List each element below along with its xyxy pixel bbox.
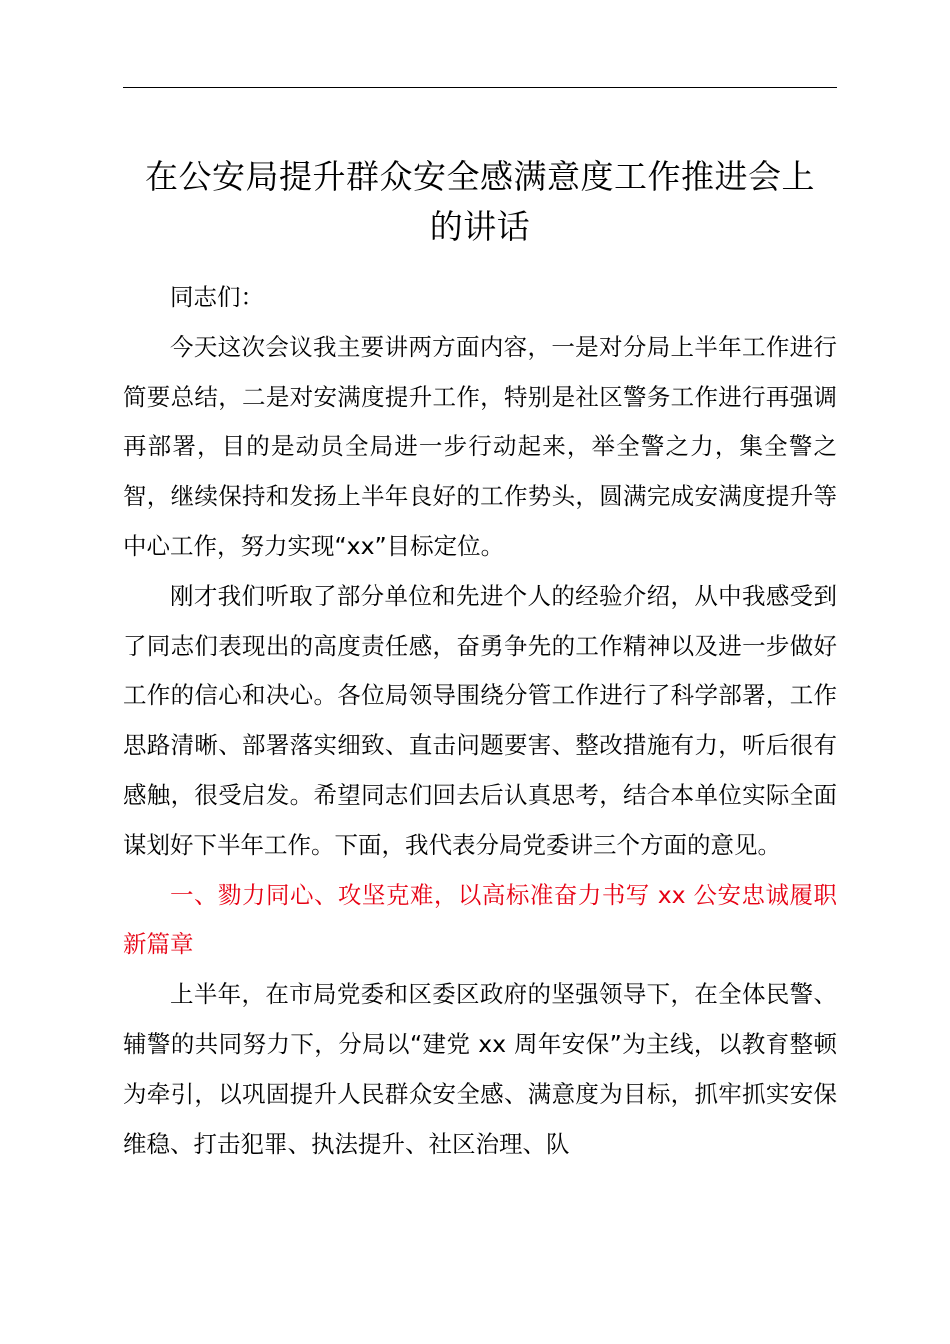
paragraph-intro: 今天这次会议我主要讲两方面内容，一是对分局上半年工作进行简要总结，二是对安满度提升工作，特别是社区警务工作进行再强调再部署，目的是动员全局进一步行动起来，举全警之力，集全警之智，继续保持和发扬上半年良好的工作势头，圆满完成安满度提升等中心工作，努力实现“xx”目标定位。 [123,332,837,560]
paragraph-review: 刚才我们听取了部分单位和先进个人的经验介绍，从中我感受到了同志们表现出的高度责任感，奋勇争先的工作精神以及进一步做好工作的信心和决心。各位局领导围绕分管工作进行了科学部署，工作思路清晰、部署落实细致、直击问题要害、整改措施有力，听后很有感触，很受启发。希望同志们回去后认真思考，结合本单位实际全面谋划好下半年工作。下面，我代表分局党委讲三个方面的意见。 [123,581,837,859]
section-heading-1: 一、勠力同心、攻坚克难，以高标准奋力书写 xx 公安忠诚履职新篇章 [123,880,837,959]
title-line-1: 在公安局提升群众安全感满意度工作推进会上 [145,157,815,196]
document-title [110,152,850,252]
header-rule [123,87,837,88]
salutation: 同志们： [170,283,264,311]
section-paragraph-1: 上半年，在市局党委和区委区政府的坚强领导下，在全体民警、辅警的共同努力下，分局以“建党 xx 周年安保”为主线，以教育整顿为牵引，以巩固提升人民群众安全感、满意度为目标，抓牢抓实安保维稳、打击犯罪、执法提升、社区治理、队 [123,980,837,1158]
document-body [123,273,837,1169]
title-line-2: 的讲话 [429,207,531,246]
